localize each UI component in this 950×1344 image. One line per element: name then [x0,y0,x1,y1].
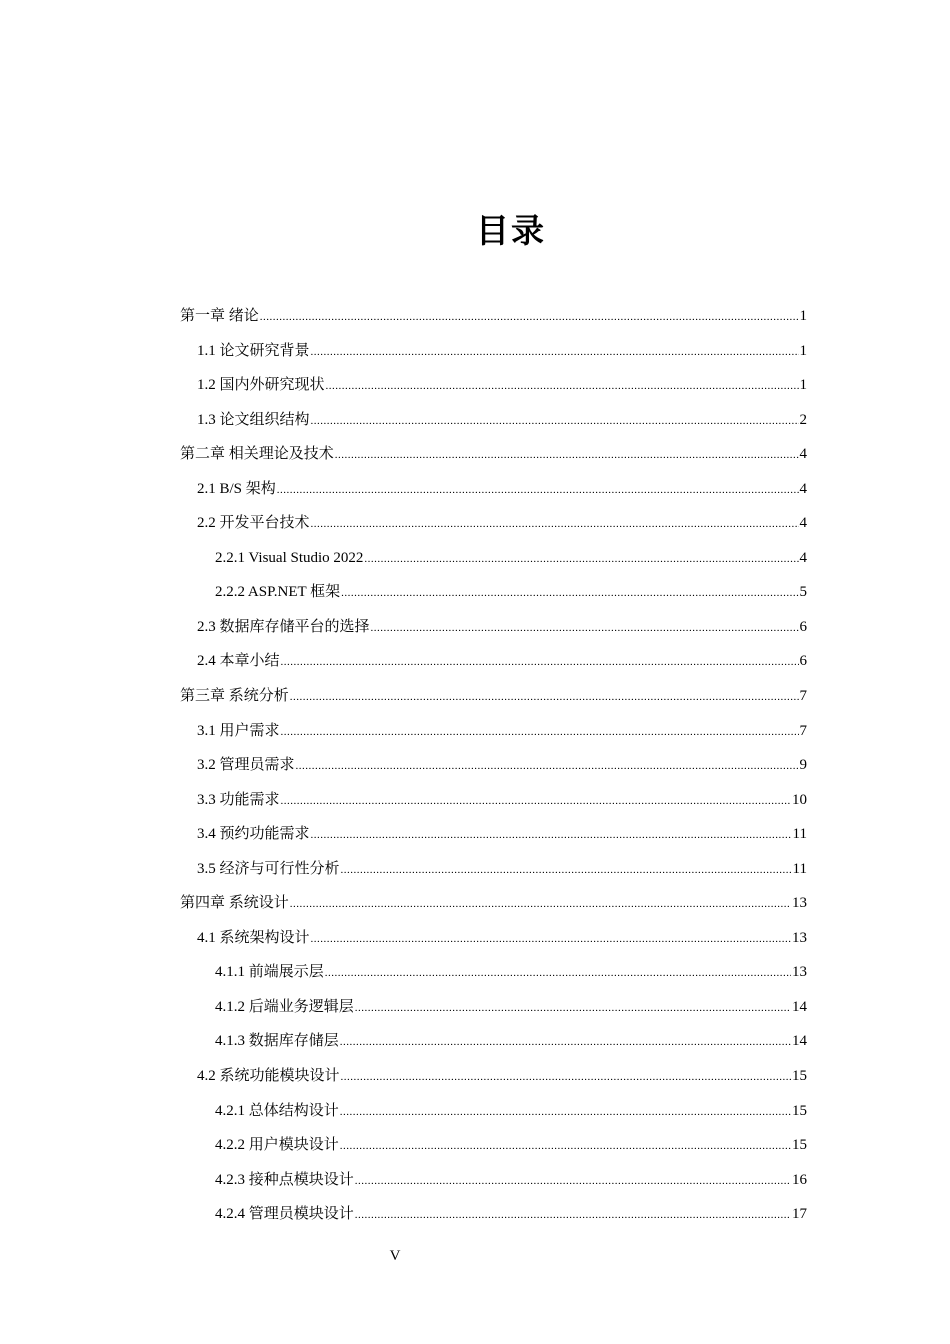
toc-entry-title: 4.1.3 数据库存储层 [215,1033,339,1050]
toc-entry-page-number: 15 [792,1137,807,1154]
toc-entry[interactable] [180,368,807,403]
toc-dot-leader [281,715,799,750]
toc-entry-page-number: 7 [799,722,807,739]
toc-entry-page-number: 13 [792,964,807,981]
footer-page-number: V [389,1248,401,1264]
toc-entry-title: 4.2.2 用户模块设计 [215,1137,339,1154]
toc-dot-leader [341,853,792,888]
toc-entry-page-number: 10 [792,791,807,808]
toc-entry-title: 1.3 论文组织结构 [197,411,310,428]
toc-entry-page-number: 6 [799,618,807,635]
toc-dot-leader [341,1060,791,1095]
toc-entry-title: 第三章 系统分析 [180,688,289,705]
toc-entry-page-number: 4 [799,549,807,566]
toc-entry-title: 4.2.4 管理员模块设计 [215,1206,354,1223]
toc-entry-page-number: 1 [799,342,807,359]
toc-dot-leader [335,438,799,473]
toc-entry-title: 4.1 系统架构设计 [197,929,310,946]
toc-entry-page-number: 17 [792,1206,807,1223]
toc-dot-leader [311,507,799,542]
toc-entry[interactable] [180,886,807,921]
toc-dot-leader [325,956,791,991]
toc-entry[interactable] [180,506,807,541]
toc-dot-leader [326,369,799,404]
toc-entry[interactable] [180,644,807,679]
toc-entry[interactable] [180,610,807,645]
toc-entry-page-number: 4 [799,480,807,497]
toc-entry-title: 4.1.2 后端业务逻辑层 [215,998,354,1015]
toc-entry[interactable] [180,575,807,610]
toc-entry-page-number: 11 [792,860,807,877]
toc-entry-page-number: 11 [792,826,807,843]
toc-entry[interactable] [180,1197,807,1232]
page-title: 目录 [476,211,546,250]
toc-entry-title: 3.5 经济与可行性分析 [197,860,340,877]
toc-dot-leader [371,611,799,646]
toc-entry[interactable] [180,990,807,1025]
toc-entry-title: 4.1.1 前端展示层 [215,964,324,981]
toc-dot-leader [340,1025,791,1060]
toc-entry[interactable] [180,1128,807,1163]
toc-dot-leader [260,300,799,335]
toc-entry[interactable] [180,783,807,818]
toc-entry-title: 2.2.2 ASP.NET 框架 [215,584,341,601]
toc-entry[interactable] [180,437,807,472]
toc-entry-title: 2.2.1 Visual Studio 2022 [215,549,364,566]
toc-dot-leader [340,1095,791,1130]
toc-entry-page-number: 7 [799,688,807,705]
toc-entry[interactable] [180,921,807,956]
toc-entry-page-number: 14 [792,998,807,1015]
toc-entry-page-number: 2 [799,411,807,428]
toc-entry-page-number: 5 [799,584,807,601]
toc-entry-title: 2.1 B/S 架构 [197,480,276,497]
toc-dot-leader [355,1198,791,1233]
toc-entry-title: 3.1 用户需求 [197,722,280,739]
toc-entry[interactable] [180,679,807,714]
toc-entry-title: 3.4 预约功能需求 [197,826,310,843]
toc-entry[interactable] [180,817,807,852]
toc-entry-page-number: 4 [799,446,807,463]
toc-entry-page-number: 4 [799,515,807,532]
toc-entry[interactable] [180,852,807,887]
toc-dot-leader [311,404,799,439]
toc-entry[interactable] [180,1163,807,1198]
toc-entry-title: 1.1 论文研究背景 [197,342,310,359]
toc-entry-page-number: 9 [799,757,807,774]
toc-entry-title: 1.2 国内外研究现状 [197,377,325,394]
toc-entry-page-number: 16 [792,1171,807,1188]
toc-entry[interactable] [180,334,807,369]
toc-entry-title: 2.3 数据库存储平台的选择 [197,618,370,635]
toc-dot-leader [340,1129,791,1164]
toc-dot-leader [277,473,799,508]
toc-entry-title: 第四章 系统设计 [180,895,289,912]
toc-entry[interactable] [180,748,807,783]
toc-entry[interactable] [180,1094,807,1129]
toc-entry[interactable] [180,472,807,507]
toc-entry-title: 第一章 绪论 [180,308,259,324]
toc-entry-page-number: 1 [799,308,807,324]
toc-entry-page-number: 13 [792,929,807,946]
toc-entry[interactable] [180,1059,807,1094]
toc-dot-leader [311,922,791,957]
toc-dot-leader [364,542,798,577]
toc-dot-leader [355,1164,791,1199]
toc-dot-leader [290,887,791,922]
toc-entry-title: 4.2.3 接种点模块设计 [215,1171,354,1188]
toc-entry-title: 4.2.1 总体结构设计 [215,1102,339,1119]
toc-dot-leader [355,991,791,1026]
toc-dot-leader [311,818,792,853]
toc-entry-page-number: 13 [792,895,807,912]
toc-dot-leader [341,576,798,611]
toc-entry-page-number: 15 [792,1068,807,1085]
toc-entry-title: 2.4 本章小结 [197,653,280,670]
toc-entry[interactable] [180,299,807,334]
table-of-contents [180,299,807,1232]
toc-entry-page-number: 15 [792,1102,807,1119]
toc-entry[interactable] [180,955,807,990]
toc-dot-leader [281,784,791,819]
toc-entry-title: 4.2 系统功能模块设计 [197,1068,340,1085]
toc-entry-title: 3.2 管理员需求 [197,757,295,774]
toc-entry-page-number: 1 [799,377,807,394]
toc-entry-title: 2.2 开发平台技术 [197,515,310,532]
toc-entry-title: 第二章 相关理论及技术 [180,446,334,463]
toc-entry[interactable] [180,541,807,576]
toc-entry[interactable] [180,714,807,749]
toc-entry-page-number: 6 [799,653,807,670]
toc-dot-leader [296,749,799,784]
toc-entry[interactable] [180,1024,807,1059]
toc-entry-page-number: 14 [792,1033,807,1050]
toc-entry-title: 3.3 功能需求 [197,791,280,808]
toc-dot-leader [281,645,799,680]
toc-dot-leader [311,335,799,370]
toc-dot-leader [290,680,799,715]
toc-entry[interactable] [180,403,807,438]
